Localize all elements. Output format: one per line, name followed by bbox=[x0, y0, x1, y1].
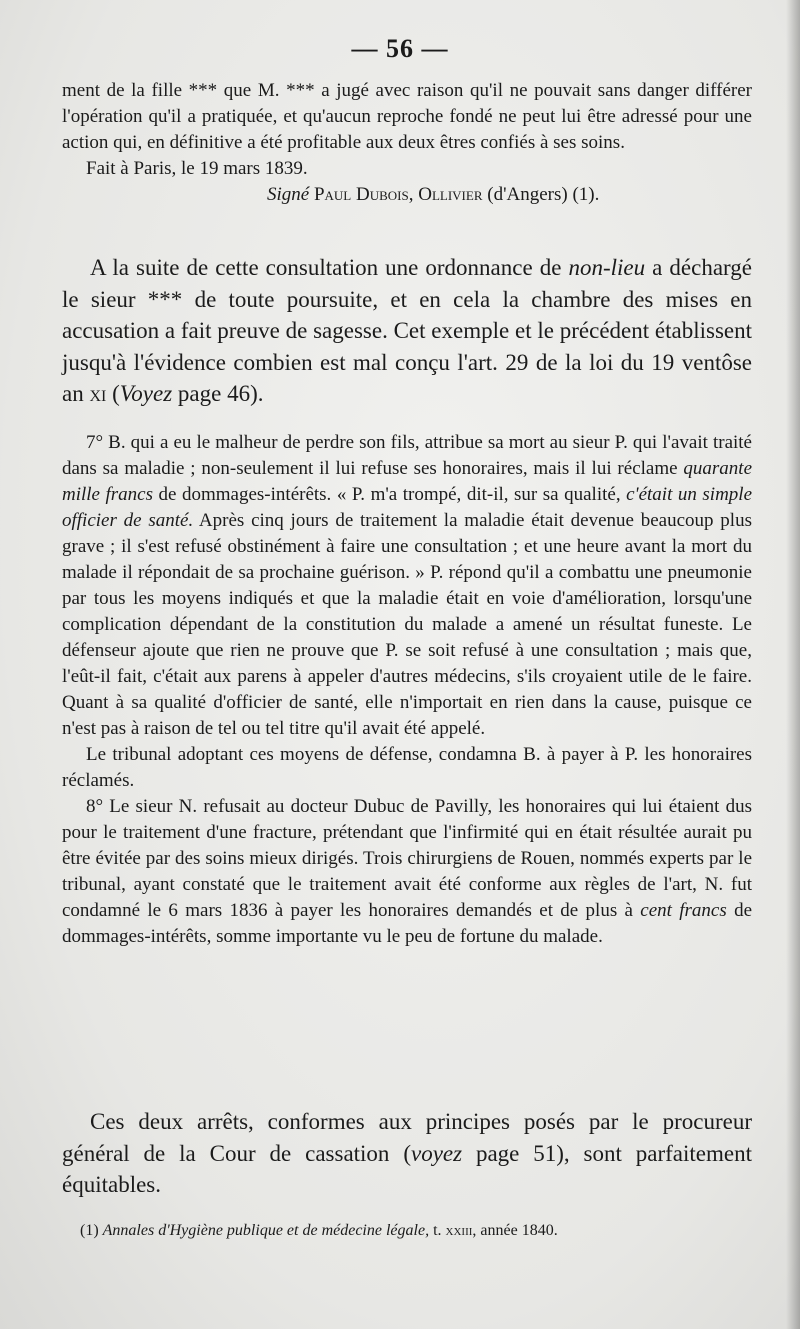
case-7-text-c: Après cinq jours de traitement la maladie était devenue beaucoup plus grave ; il s'est refusé obstinément à faire une consultation ; et une heure avant la mort du malade il répondait de sa prochaine guérison. » P. répond qu'il a combattu une pneumonie par tous les moyens indiqués et que la maladie était en voie d'amélioration, lorsqu'une complication dépendant de la constitution du malade a amené un résultat funeste. Le défenseur ajoute que rien ne prouve que P. se soit refusé à une consultation ; mais que, l'eût-il fait, c'était aux parens à appeler d'autres médecins, s'ils croyaient utile de le faire. Quant à sa qualité d'officier de santé, elle n'importait en rien dans la cause, puisque ce n'est pas à raison de tel ou tel titre qu'il avait été appelé. bbox=[62, 510, 752, 739]
signed-label: Signé bbox=[267, 184, 310, 205]
signatories: Paul Dubois, Ollivier bbox=[313, 184, 483, 205]
case-7 bbox=[62, 430, 752, 950]
quote-end bbox=[62, 78, 752, 208]
case-7-italic-b: c'était un simple officier de santé. bbox=[62, 484, 753, 531]
footnote bbox=[80, 1221, 760, 1241]
case-8 bbox=[62, 794, 752, 950]
signatories-suffix: (d'Angers) (1). bbox=[487, 184, 600, 205]
footnote-volume: xxiii bbox=[445, 1222, 473, 1239]
nonlieu-paragraph bbox=[62, 252, 752, 410]
case-7-verdict: Le tribunal adoptant ces moyens de défense, condamna B. à payer à P. les honoraires réclamés. bbox=[62, 744, 752, 791]
case-8-text-b: de dommages-intérêts, somme importante vu le peu de fortune du malade. bbox=[62, 900, 752, 947]
conclusion-text-1: Ces deux arrêts, conformes aux principes posés par le procureur général de la Cour de cassation ( bbox=[62, 1109, 752, 1166]
conclusion-text-2: page 51), sont parfaitement équitables. bbox=[62, 1140, 752, 1197]
case-7-text-a: 7° B. qui a eu le malheur de perdre son fils, attribue sa mort au sieur P. qui l'avait traité dans sa maladie ; non-seulement il lui refuse ses honoraires, mais il lui réclame bbox=[62, 432, 752, 479]
footnote-journal: Annales d'Hygiène publique et de médecine légale, bbox=[102, 1222, 430, 1239]
place-date: Fait à Paris, le 19 mars 1839. bbox=[86, 158, 308, 179]
footnote-year: , année 1840. bbox=[472, 1222, 558, 1239]
case-8-italic: cent francs bbox=[640, 900, 727, 921]
conclusion-paragraph bbox=[62, 1106, 752, 1201]
case-7-text-b: de dommages-intérêts. « P. m'a trompé, dit-il, sur sa qualité, bbox=[153, 484, 627, 505]
case-8-text-a: 8° Le sieur N. refusait au docteur Dubuc de Pavilly, les honoraires qui lui étaient dus pour le traitement d'une fracture, prétendant que l'infirmité qui en était résultée aurait pu être évitée par des soins mieux dirigés. Trois chirurgiens de Rouen, nommés experts par le tribunal, ayant constaté que le traitement avait été conforme aux règles de l'art, N. fut condamné le 6 mars 1836 à payer les honoraires demandés et de plus à bbox=[62, 796, 752, 921]
ref-page: page 46). bbox=[172, 381, 264, 406]
roman-numeral: xi bbox=[89, 381, 107, 406]
nonlieu-text-2: a déchargé le sieur *** de toute poursuite, et en cela la chambre des mises en accusation a fait preuve de sagesse. Cet exemple et le précédent établissent jusqu'à l'évidence combien est mal conçu l'art. 29 de la loi du 19 ventôse an bbox=[62, 255, 752, 406]
footnote-tome: t. bbox=[429, 1222, 446, 1239]
page-number: — 56 — bbox=[351, 34, 449, 63]
signature-line bbox=[62, 182, 752, 208]
ref-voyez: Voyez bbox=[119, 381, 173, 406]
nonlieu-text-1: A la suite de cette consultation une ordonnance de bbox=[90, 255, 569, 280]
quote-paragraph: ment de la fille *** que M. *** a jugé avec raison qu'il ne pouvait sans danger différer l'opération qu'il a pratiquée, et qu'aucun reproche fondé ne peut lui être adressé pour une action qui, en définitive a été profitable aux deux êtres confiés à ses soins. bbox=[62, 80, 752, 153]
footnote-marker: (1) bbox=[80, 1222, 103, 1239]
case-7-italic-a: quarante mille francs bbox=[62, 458, 752, 505]
conclusion-voyez: voyez bbox=[410, 1140, 463, 1166]
ref-open: ( bbox=[106, 381, 120, 406]
nonlieu-italic: non-lieu bbox=[568, 255, 646, 280]
